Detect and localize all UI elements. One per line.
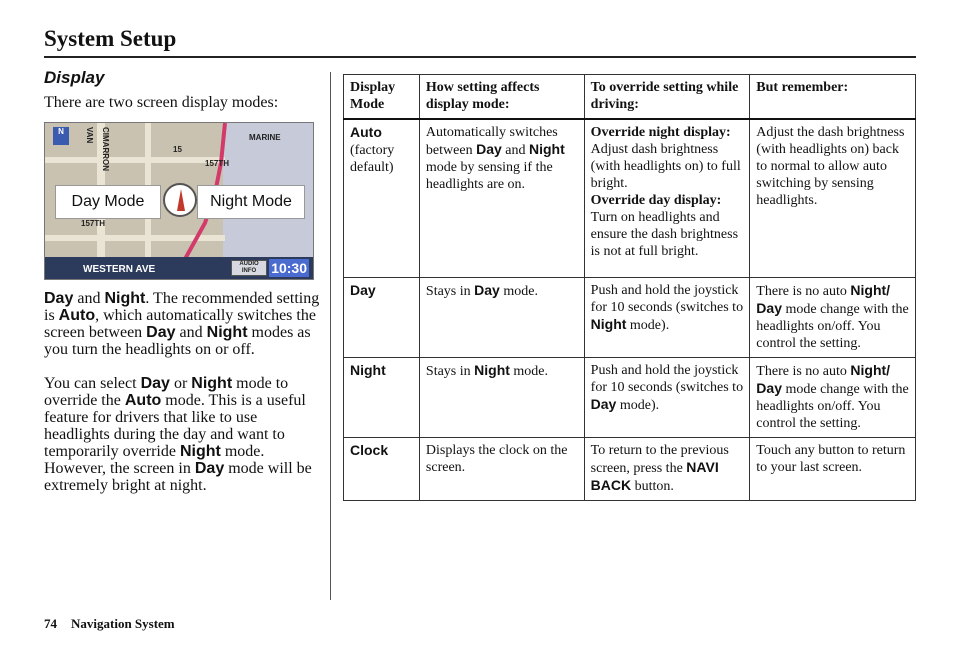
header-how-setting-affects: How setting affects display mode: (419, 75, 584, 120)
cell-override: To return to the previous screen, press the NAVI BACK button. (584, 437, 750, 500)
cell-effect: Displays the clock on the screen. (419, 437, 584, 500)
map-street-label: 157TH (81, 219, 106, 228)
table-row-day (344, 277, 916, 357)
page-footer (44, 616, 175, 632)
cell-override: Push and hold the joystick for 10 seconds (switches to Night mode). (584, 277, 750, 357)
table-header-row (344, 75, 916, 120)
left-column (44, 66, 320, 494)
map-street-label: 157TH (205, 159, 230, 168)
cell-mode: Night (344, 357, 420, 437)
cell-remember: There is no auto Night/ Day mode change with the headlights on/off. You control the setting. (750, 277, 916, 357)
intro-text: There are two screen display modes: (44, 94, 279, 111)
cell-override: Push and hold the joystick for 10 seconds (switches to Day mode). (584, 357, 750, 437)
page-number: 74 (44, 616, 57, 631)
title-rule (44, 56, 916, 58)
current-street-label: WESTERN AVE (83, 264, 156, 275)
compass-icon (163, 183, 197, 217)
section-heading: Display (44, 68, 105, 87)
page-title: System Setup (44, 26, 177, 51)
day-mode-label: Day Mode (55, 185, 161, 219)
audio-info-button: AUDIO INFO (231, 260, 267, 276)
header-but-remember: But remember: (750, 75, 916, 120)
table-row-night (344, 357, 916, 437)
cell-effect: Stays in Night mode. (419, 357, 584, 437)
table-row-clock (344, 437, 916, 500)
cell-effect: Stays in Day mode. (419, 277, 584, 357)
cell-override: Override night display: Adjust dash brightness (with headlights on) to full bright. Override day display: Turn on headlights and ensure the dash brightness is not at full bright. (584, 119, 750, 277)
display-mode-screenshot (44, 122, 314, 280)
table-row-auto (344, 119, 916, 277)
cell-effect: Automatically switches between Day and Night mode by sensing if the headlights are on. (419, 119, 584, 277)
cell-mode: Clock (344, 437, 420, 500)
column-divider (330, 72, 331, 600)
header-display-mode: Display Mode (344, 75, 420, 120)
display-settings-table (343, 74, 916, 501)
north-indicator-icon: N (53, 127, 69, 145)
override-paragraph: You can select Day or Night mode to override the Auto mode. This is a useful feature for drivers that like to use headlights during the day and want to temporarily override Night mode. However, the screen in Day mode will be extremely bright at night. (44, 375, 312, 494)
footer-label: Navigation System (71, 616, 175, 631)
header-to-override: To override setting while driving: (584, 75, 750, 120)
map-street-label: CIMARRON (101, 127, 110, 171)
map-street-label: MARINE (249, 133, 281, 142)
map-street-label: VAN (85, 127, 94, 144)
night-mode-label: Night Mode (197, 185, 305, 219)
cell-mode: Auto (factory default) (344, 119, 420, 277)
modes-paragraph: Day and Night. The recommended setting is Auto, which automatically switches the screen between Day and Night modes as you turn the headlights on or off. (44, 290, 320, 358)
cell-mode: Day (344, 277, 420, 357)
clock-display: 10:30 (271, 260, 307, 276)
map-street-label: 15 (173, 145, 182, 154)
cell-remember: There is no auto Night/ Day mode change with the headlights on/off. You control the setting. (750, 357, 916, 437)
cell-remember: Touch any button to return to your last screen. (750, 437, 916, 500)
cell-remember: Adjust the dash brightness (with headlights on) back to normal to allow auto switching by sensing headlights. (750, 119, 916, 277)
